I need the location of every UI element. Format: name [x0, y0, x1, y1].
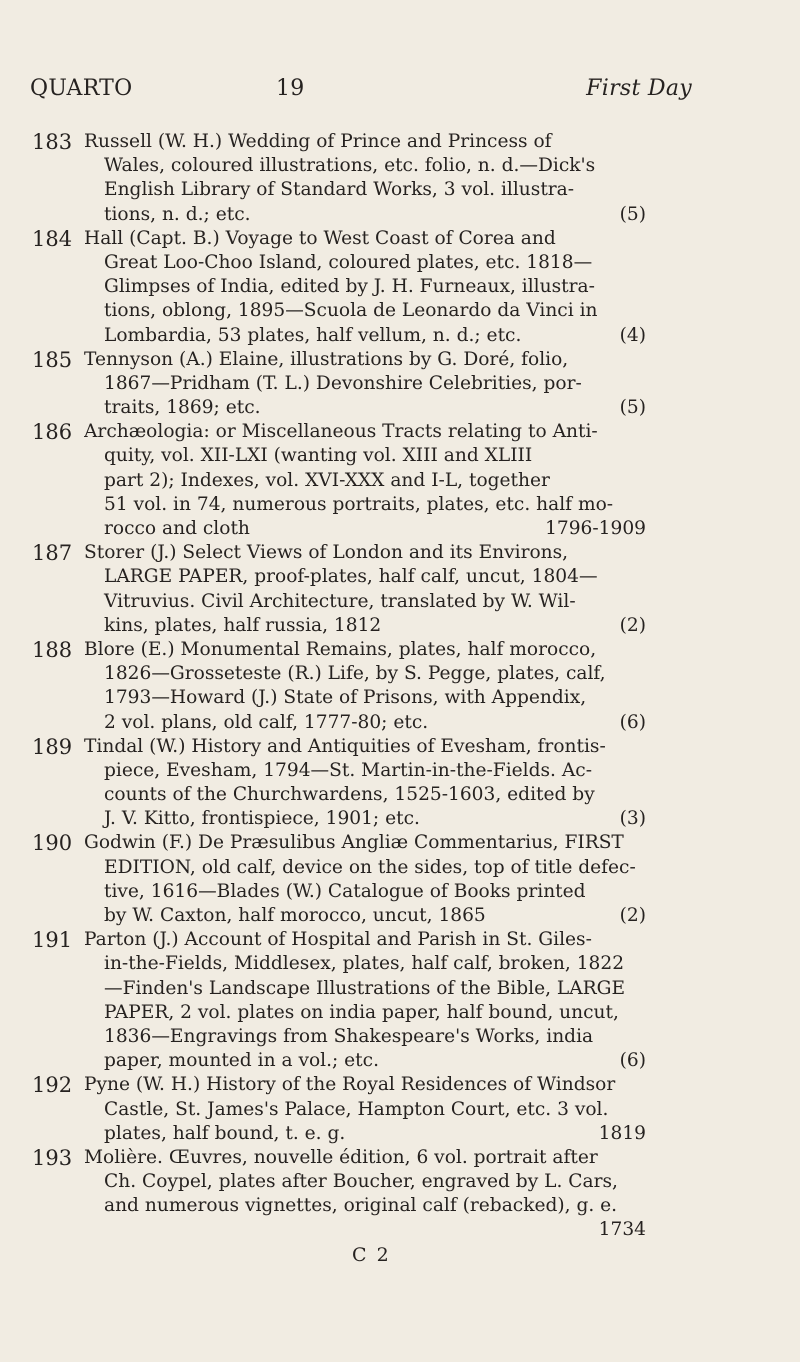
- lot-quantity: (5): [619, 203, 646, 225]
- signature-mark: C 2: [352, 1244, 391, 1266]
- lot-list: [32, 130, 646, 1243]
- lot-description-line: 1819 plates, half bound, t. e. g.: [84, 1122, 646, 1146]
- running-header: [30, 76, 692, 110]
- lot-number: 184: [32, 226, 73, 251]
- lot-description-line: 1793—Howard (J.) State of Prisons, with Appendix,: [104, 687, 587, 709]
- lot-description-line: piece, Evesham, 1794—St. Martin-in-the-Fields. Ac-: [104, 759, 592, 781]
- lot-description-line: 1826—Grosseteste (R.) Life, by S. Pegge, plates, calf,: [104, 663, 606, 685]
- lot-entry: [32, 1146, 646, 1243]
- lot-description-line: part 2); Indexes, vol. XVI-XXX and I-L, together: [104, 469, 550, 491]
- lot-description-line: Archæologia: or Miscellaneous Tracts relating to Anti-: [84, 421, 598, 443]
- lot-description-line: (6) 2 vol. plans, old calf, 1777-80; etc.: [84, 711, 646, 735]
- lot-description-line: (6) paper, mounted in a vol.; etc.: [84, 1049, 646, 1073]
- lot-description-line: in-the-Fields, Middlesex, plates, half calf, broken, 1822: [104, 953, 625, 975]
- lot-quantity: 1819: [598, 1122, 646, 1144]
- lot-description-line: (2) kins, plates, half russia, 1812: [84, 614, 646, 638]
- lot-number: 188: [32, 637, 73, 662]
- lot-description-line: Russell (W. H.) Wedding of Prince and Princess of: [84, 131, 552, 152]
- lot-quantity: (4): [619, 324, 646, 346]
- lot-description-line: Tennyson (A.) Elaine, illustrations by G. Doré, folio,: [84, 348, 569, 370]
- lot-quantity: 1796-1909: [545, 518, 646, 539]
- lot-description-line: (5) traits, 1869; etc.: [84, 396, 646, 420]
- lot-description-line: Wales, coloured illustrations, etc. folio, n. d.—Dick's: [104, 155, 596, 177]
- lot-entry: [32, 227, 646, 348]
- lot-entry: [32, 928, 646, 1073]
- lot-description-line: Ch. Coypel, plates after Boucher, engraved by L. Cars,: [104, 1171, 618, 1193]
- lot-number: 189: [32, 734, 73, 759]
- lot-description-line: Castle, St. James's Palace, Hampton Court, etc. 3 vol.: [104, 1098, 609, 1120]
- lot-description-line: 1836—Engravings from Shakespeare's Works, india: [104, 1025, 594, 1047]
- lot-description-line: Tindal (W.) History and Antiquities of Evesham, frontis-: [84, 735, 606, 757]
- lot-number: 186: [32, 420, 73, 445]
- lot-number: 193: [32, 1145, 73, 1170]
- lot-quantity: (2): [619, 614, 646, 636]
- lot-description-line: (2) by W. Caxton, half morocco, uncut, 1865: [84, 904, 646, 928]
- page-number: 19: [276, 76, 305, 101]
- lot-description-line: 1867—Pridham (T. L.) Devonshire Celebrities, por-: [104, 372, 582, 394]
- lot-entry: [32, 1073, 646, 1146]
- lot-entry: [32, 638, 646, 735]
- lot-description-line: EDITION, old calf, device on the sides, top of title defec-: [104, 856, 636, 878]
- lot-quantity: (6): [619, 711, 646, 733]
- header-sale-day: First Day: [586, 76, 692, 101]
- lot-description-line: English Library of Standard Works, 3 vol. illustra-: [104, 179, 575, 201]
- lot-quantity: (5): [619, 397, 646, 419]
- lot-description-line: Blore (E.) Monumental Remains, plates, half morocco,: [84, 638, 597, 660]
- lot-description-line: Storer (J.) Select Views of London and its Environs,: [84, 542, 569, 564]
- lot-entry: [32, 348, 646, 421]
- lot-quantity: (6): [619, 1050, 646, 1072]
- lot-number: 185: [32, 347, 73, 372]
- lot-description-line: Glimpses of India, edited by J. H. Furneaux, illustra-: [104, 276, 595, 298]
- lot-description-line: —Finden's Landscape Illustrations of the Bible, LARGE: [104, 977, 626, 999]
- lot-description-line: (3) J. V. Kitto, frontispiece, 1901; etc.: [84, 807, 646, 831]
- lot-quantity: (2): [619, 905, 646, 926]
- lot-number: 192: [32, 1073, 73, 1098]
- lot-number: 190: [32, 831, 73, 856]
- lot-entry: [32, 541, 646, 638]
- lot-description-line: quity, vol. XII-LXI (wanting vol. XIII and XLIII: [104, 445, 533, 467]
- lot-description-line: tions, oblong, 1895—Scuola de Leonardo da Vinci in: [104, 300, 598, 322]
- lot-description-line: Molière. Œuvres, nouvelle édition, 6 vol. portrait after: [84, 1146, 598, 1168]
- lot-number: 187: [32, 541, 73, 566]
- lot-description-line: PAPER, 2 vol. plates on india paper, half bound, uncut,: [104, 1001, 619, 1023]
- lot-quantity: (3): [619, 808, 646, 830]
- lot-number: 183: [32, 130, 73, 154]
- lot-description-line: 51 vol. in 74, numerous portraits, plates, etc. half mo-: [104, 493, 614, 515]
- lot-description-line: tive, 1616—Blades (W.) Catalogue of Books printed: [104, 880, 586, 902]
- lot-description-line: Pyne (W. H.) History of the Royal Residences of Windsor: [84, 1074, 616, 1096]
- lot-description-line: Great Loo-Choo Island, coloured plates, etc. 1818—: [104, 251, 593, 273]
- lot-entry: [32, 420, 646, 541]
- lot-description-line: 1796-1909 rocco and cloth: [84, 517, 646, 541]
- lot-number: 191: [32, 928, 73, 953]
- lot-quantity: 1734: [598, 1219, 646, 1241]
- lot-description-line: and numerous vignettes, original calf (rebacked), g. e.: [104, 1195, 618, 1217]
- lot-description-line: counts of the Churchwardens, 1525-1603, edited by: [104, 784, 595, 806]
- lot-description-line: Godwin (F.) De Præsulibus Angliæ Commentarius, FIRST: [84, 832, 624, 854]
- lot-description-line: LARGE PAPER, proof-plates, half calf, uncut, 1804—: [104, 566, 598, 588]
- lot-entry: [32, 130, 646, 227]
- lot-entry: [32, 735, 646, 832]
- lot-entry: [32, 831, 646, 928]
- lot-description-line: Hall (Capt. B.) Voyage to West Coast of Corea and: [84, 227, 556, 249]
- header-format: QUARTO: [30, 76, 133, 101]
- lot-description-line: (5) tions, n. d.; etc.: [84, 203, 646, 227]
- lot-description-line: (4) Lombardia, 53 plates, half vellum, n. d.; etc.: [84, 324, 646, 348]
- lot-description-line: Parton (J.) Account of Hospital and Parish in St. Giles-: [84, 929, 592, 951]
- lot-description-line: Vitruvius. Civil Architecture, translated by W. Wil-: [104, 590, 576, 612]
